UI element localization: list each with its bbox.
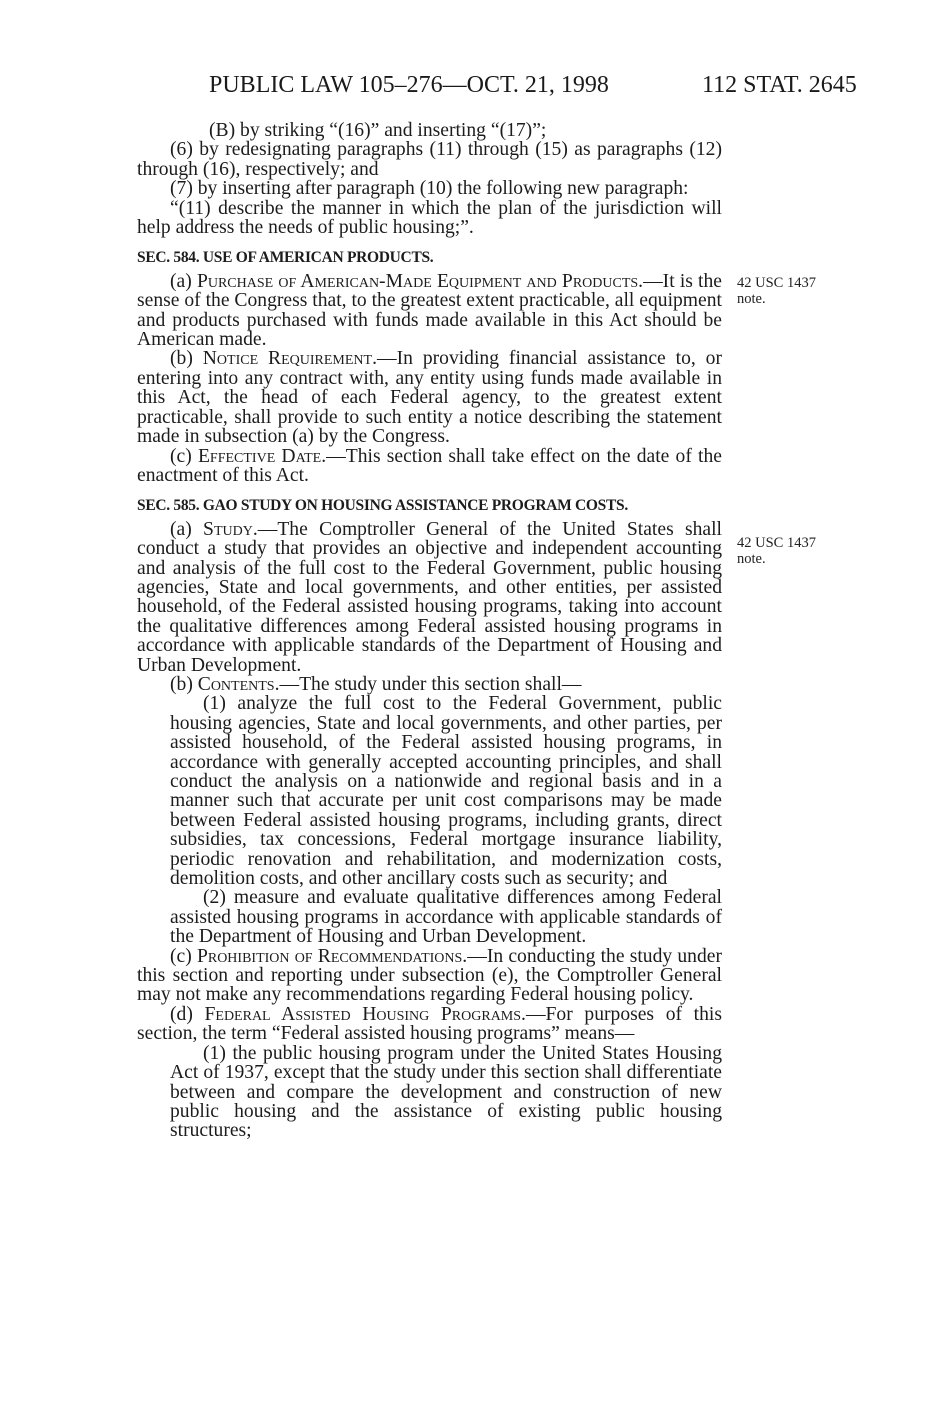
subsection-text: —The Comptroller General of the United States shall conduct a study that provides an objective and independent accounting and analysis of the full cost to the Federal Government, public housing agencies, State and local governments, and other entities, per assisted household, of the Federal assisted housing programs, taking into account the qualitative differences among Federal assisted housing programs in accordance with applicable standards of the Department of Housing and Urban Development.: [137, 518, 722, 676]
margin-note-sec-584: 42 USC 1437 note.: [737, 275, 816, 307]
subsection-title: Notice Requirement.: [202, 348, 377, 370]
sec-585-subsection-c: [137, 947, 722, 1005]
subsection-title: Federal Assisted Housing Programs.: [204, 1003, 526, 1025]
subsection-title: Prohibition of Recommendations.: [196, 945, 468, 967]
subsection-text: —It is the sense of the Congress that, to the greatest extent practicable, all equipment and products purchased with funds made available in this Act should be American made.: [137, 270, 722, 351]
subsection-label: (a): [170, 270, 197, 292]
section-585-heading: SEC. 585. GAO STUDY ON HOUSING ASSISTANCE PROGRAM COSTS.: [137, 497, 628, 515]
sec-585-d-paragraph-1: (1) the public housing program under the United States Housing Act of 1937, except that the study under this section shall differentiate between and compare the development and construction of new public housing and the assistance of existing public housing structures;: [170, 1042, 722, 1142]
sec-584-subsection-a: [137, 272, 722, 350]
subsection-text: —In providing financial assistance to, or entering into any contract with, any entity using funds made available in this Act, the head of each Federal agency, to the greatest extent practicable, shall provide to such entity a notice describing the statement made in subsection (a) by the Congress.: [137, 348, 723, 448]
amendment-item-6: (6) by redesignating paragraphs (11) through (15) as paragraphs (12) through (16), respectively; and: [137, 139, 722, 180]
section-584-heading: SEC. 584. USE OF AMERICAN PRODUCTS.: [137, 249, 434, 267]
subsection-text: —This section shall take effect on the date of the enactment of this Act.: [137, 445, 722, 486]
sec-585-b-paragraph-2: (2) measure and evaluate qualitative differences among Federal assisted housing programs in accordance with applicable standards of the Department of Housing and Urban Development.: [170, 887, 722, 948]
margin-note-sec-585: 42 USC 1437 note.: [737, 535, 816, 567]
amendment-item-B: (B) by striking “(16)” and inserting “(17)”;: [209, 120, 547, 141]
amendment-item-7: (7) by inserting after paragraph (10) the following new paragraph:: [170, 178, 689, 200]
subsection-label: (d): [170, 1003, 205, 1025]
subsection-label: (c): [170, 445, 198, 467]
subsection-title: Purchase of American-Made Equipment and Products.: [196, 270, 644, 292]
subsection-title: Contents.: [197, 673, 280, 695]
subsection-title: Effective Date.: [197, 445, 327, 467]
subsection-text: —For purposes of this section, the term “Federal assisted housing programs” means—: [137, 1003, 722, 1045]
stat-page-reference: 112 STAT. 2645: [702, 72, 857, 98]
subsection-title: Study.: [203, 518, 258, 540]
subsection-label: (a): [170, 518, 204, 540]
body-text: [137, 121, 722, 1141]
subsection-label: (c): [170, 945, 197, 967]
subsection-text: —The study under this section shall—: [279, 673, 582, 695]
sec-584-subsection-c: [137, 447, 722, 486]
sec-585-subsection-b: [137, 675, 722, 694]
sec-585-subsection-a: [137, 520, 722, 675]
sec-584-subsection-b: [137, 349, 722, 446]
subsection-label: (b): [170, 673, 198, 695]
subsection-text: —In conducting the study under this section and reporting under subsection (e), the Comptroller General may not make any recommendations regarding Federal housing policy.: [137, 945, 722, 1006]
running-title: PUBLIC LAW 105–276—OCT. 21, 1998: [209, 72, 609, 98]
sec-585-subsection-d: [137, 1005, 722, 1044]
subsection-label: (b): [170, 348, 203, 370]
inserted-paragraph-11: “(11) describe the manner in which the plan of the jurisdiction will help address the needs of public housing;”.: [137, 197, 722, 239]
sec-585-b-paragraph-1: (1) analyze the full cost to the Federal Government, public housing agencies, State and local governments, and other parties, per assisted household, of the Federal assisted housing programs, in accordance with generally accepted accounting principles, and shall conduct the analysis on a nationwide and regional basis and in a manner such that accurate per unit cost comparisons may be made between Federal assisted housing programs, including grants, direct subsidies, tax concessions, Federal mortgage insurance liability, periodic renovation and rehabilitation, and modernization costs, demolition costs, and other ancillary costs such as security; and: [170, 693, 722, 890]
